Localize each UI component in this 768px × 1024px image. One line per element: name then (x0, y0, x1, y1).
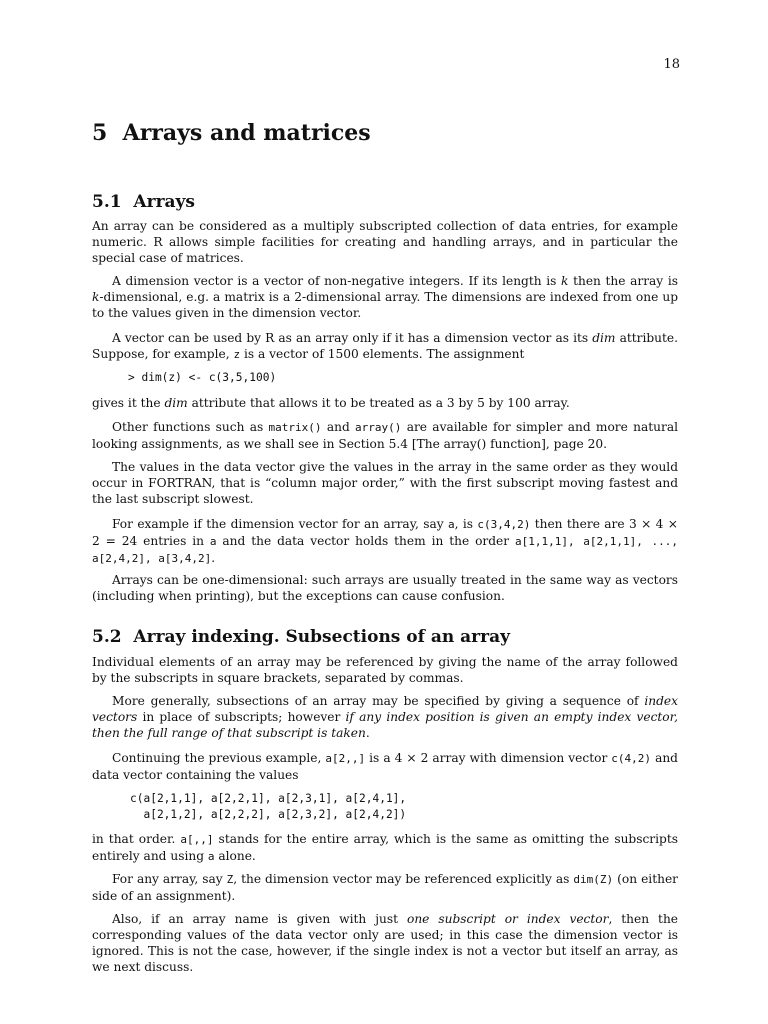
section-title: Array indexing. Subsections of an array (133, 627, 510, 647)
chapter-heading (92, 120, 371, 146)
section-number: 5.1 (92, 192, 122, 212)
section-heading-5-1 (92, 192, 195, 212)
paragraph: Other functions such as matrix() and array() are available for simpler and more natural looking assignments, as we shall see in Section 5.4 [The array() function], page 20. (92, 420, 678, 451)
paragraph: gives it the dim attribute that allows it to be treated as a 3 by 5 by 100 array. (92, 396, 570, 410)
code-block: > dim(z) <- c(3,5,100) (128, 371, 277, 384)
paragraph: For example if the dimension vector for an array, say a, is c(3,4,2) then there are 3 × 4 × 2 = 24 entries in a and the data vector holds them in the order a[1,1,1], a[2,1,1], ..., a[2,4,2], a[3,4,2]. (92, 517, 678, 565)
paragraph: Arrays can be one-dimensional: such arrays are usually treated in the same way as vectors (including when printing), but the exceptions can cause confusion. (92, 573, 678, 603)
code-block (130, 791, 406, 823)
paragraph: The values in the data vector give the values in the array in the same order as they would occur in FORTRAN, that is “column major order,” with the first subscript moving fastest and the last subscript slowest. (92, 460, 678, 506)
paragraph: A vector can be used by R as an array only if it has a dimension vector as its dim attribute. Suppose, for example, z is a vector of 1500 elements. The assignment (92, 331, 678, 361)
page-number: 18 (663, 57, 680, 72)
section-heading-5-2 (92, 627, 510, 647)
code-line: a[2,1,2], a[2,2,2], a[2,3,2], a[2,4,2]) (130, 808, 407, 821)
paragraph: Continuing the previous example, a[2,,] is a 4 × 2 array with dimension vector c(4,2) and data vector containing the values (92, 751, 678, 782)
section-title: Arrays (133, 192, 195, 212)
chapter-number: 5 (92, 120, 108, 146)
paragraph: More generally, subsections of an array may be specified by giving a sequence of index vectors in place of subscripts; however if any index position is given an empty index vector, then the full range of that subscript is taken. (92, 694, 678, 740)
chapter-title: Arrays and matrices (122, 120, 371, 146)
paragraph: For any array, say Z, the dimension vector may be referenced explicitly as dim(Z) (on either side of an assignment). (92, 872, 678, 903)
section-number: 5.2 (92, 627, 122, 647)
paragraph: Individual elements of an array may be referenced by giving the name of the array followed by the subscripts in square brackets, separated by commas. (92, 655, 678, 685)
paragraph: Also, if an array name is given with just one subscript or index vector, then the corresponding values of the data vector only are used; in this case the dimension vector is ignored. This is not the case, however, if the single index is not a vector but itself an array, as we next discuss. (92, 912, 679, 974)
paragraph: A dimension vector is a vector of non-negative integers. If its length is k then the array is k-dimensional, e.g. a matrix is a 2-dimensional array. The dimensions are indexed from one up to the values given in the dimension vector. (92, 274, 678, 320)
code-line: c(a[2,1,1], a[2,2,1], a[2,3,1], a[2,4,1], (130, 792, 407, 805)
paragraph: in that order. a[,,] stands for the entire array, which is the same as omitting the subscripts entirely and using a alone. (92, 832, 678, 863)
paragraph: An array can be considered as a multiply subscripted collection of data entries, for example numeric. R allows simple facilities for creating and handling arrays, and in particular the special case of matrices. (92, 219, 678, 265)
